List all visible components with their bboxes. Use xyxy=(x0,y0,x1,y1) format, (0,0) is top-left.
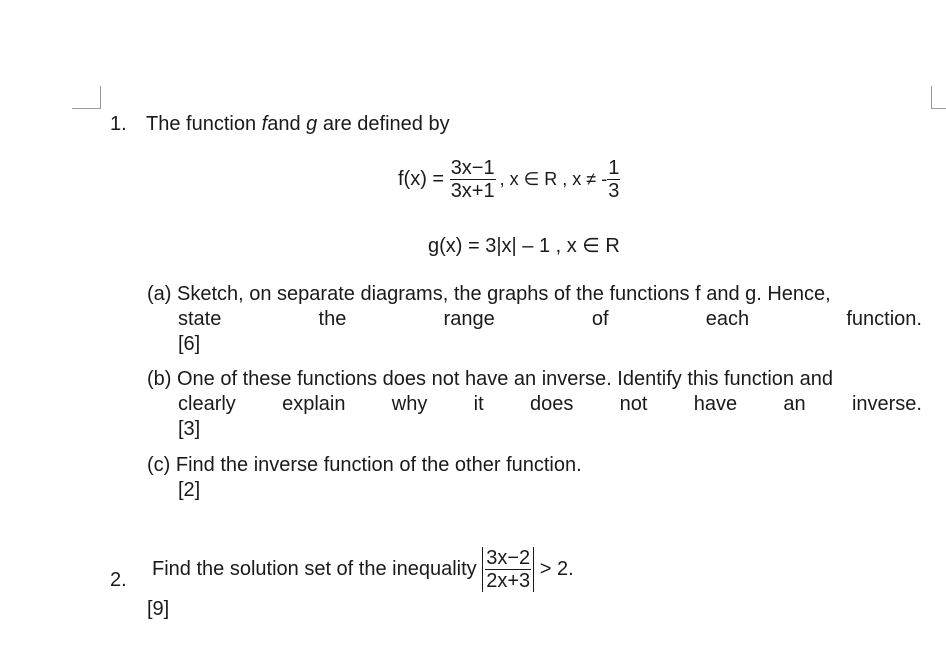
crop-mark-top-left-vertical xyxy=(100,86,101,109)
part-b-word: not xyxy=(619,393,648,415)
part-b-word: clearly xyxy=(178,393,236,415)
q2-numerator: 3x−2 xyxy=(486,546,531,569)
part-a-word: function. xyxy=(846,308,922,330)
part-b-line2 xyxy=(178,392,922,417)
part-c xyxy=(147,453,582,503)
question-2-prompt: Find the solution set of the inequality xyxy=(152,557,477,580)
part-a-word: each xyxy=(705,308,750,330)
part-b-word: does xyxy=(529,393,574,415)
part-c-line1: (c) Find the inverse function of the other function. xyxy=(147,454,582,476)
question-2-number: 2. xyxy=(110,569,127,591)
part-b xyxy=(147,367,922,442)
f-fraction xyxy=(450,157,496,202)
intro-text-b: and xyxy=(267,113,301,135)
part-a xyxy=(147,282,922,357)
intro-text-c: are defined by xyxy=(322,113,450,135)
g-definition: g(x) = 3|x| – 1 , x ∈ R xyxy=(428,235,620,257)
question-1-intro xyxy=(146,113,450,136)
crop-mark-top-left-horizontal xyxy=(72,108,101,109)
f-domain: , x ∈ R , x ≠ - xyxy=(499,168,608,189)
f-definition xyxy=(398,155,620,203)
crop-mark-top-right-horizontal xyxy=(931,108,946,109)
question-1-number: 1. xyxy=(110,113,127,135)
part-b-marks: [3] xyxy=(178,418,201,440)
q2-fraction xyxy=(485,547,531,592)
part-a-line2 xyxy=(178,307,922,332)
function-f-letter: f xyxy=(261,113,268,135)
question-2-marks: [9] xyxy=(147,598,170,620)
part-b-word: why xyxy=(391,393,428,415)
f-denominator: 3x+1 xyxy=(450,179,495,202)
part-a-word: the xyxy=(318,308,347,330)
part-a-marks: [6] xyxy=(178,333,201,355)
crop-mark-top-right-vertical xyxy=(931,86,932,109)
part-b-word: inverse. xyxy=(851,393,922,415)
part-a-word: state xyxy=(178,308,222,330)
part-b-line1: (b) One of these functions does not have an inverse. Identify this function and xyxy=(147,368,833,390)
f-numerator: 3x−1 xyxy=(450,156,495,179)
q2-denominator: 2x+3 xyxy=(486,569,531,592)
function-g-letter: g xyxy=(306,113,318,135)
part-b-word: have xyxy=(693,393,738,415)
part-b-word: an xyxy=(783,393,806,415)
q2-tail: > 2. xyxy=(539,557,574,580)
part-a-word: of xyxy=(591,308,609,330)
part-b-word: it xyxy=(473,393,484,415)
f-excluded-numerator: 1 xyxy=(608,156,620,179)
f-excluded-fraction xyxy=(607,157,620,202)
absolute-value-bars xyxy=(482,547,534,592)
part-a-line1: (a) Sketch, on separate diagrams, the graphs of the functions f and g. Hence, xyxy=(147,283,831,305)
part-a-word: range xyxy=(443,308,495,330)
intro-text-a: The function xyxy=(146,113,257,135)
f-excluded-denominator: 3 xyxy=(608,179,620,202)
part-c-marks: [2] xyxy=(178,479,201,501)
f-lhs: f(x) = xyxy=(398,167,445,190)
part-b-word: explain xyxy=(282,393,346,415)
question-2-text xyxy=(152,541,574,597)
